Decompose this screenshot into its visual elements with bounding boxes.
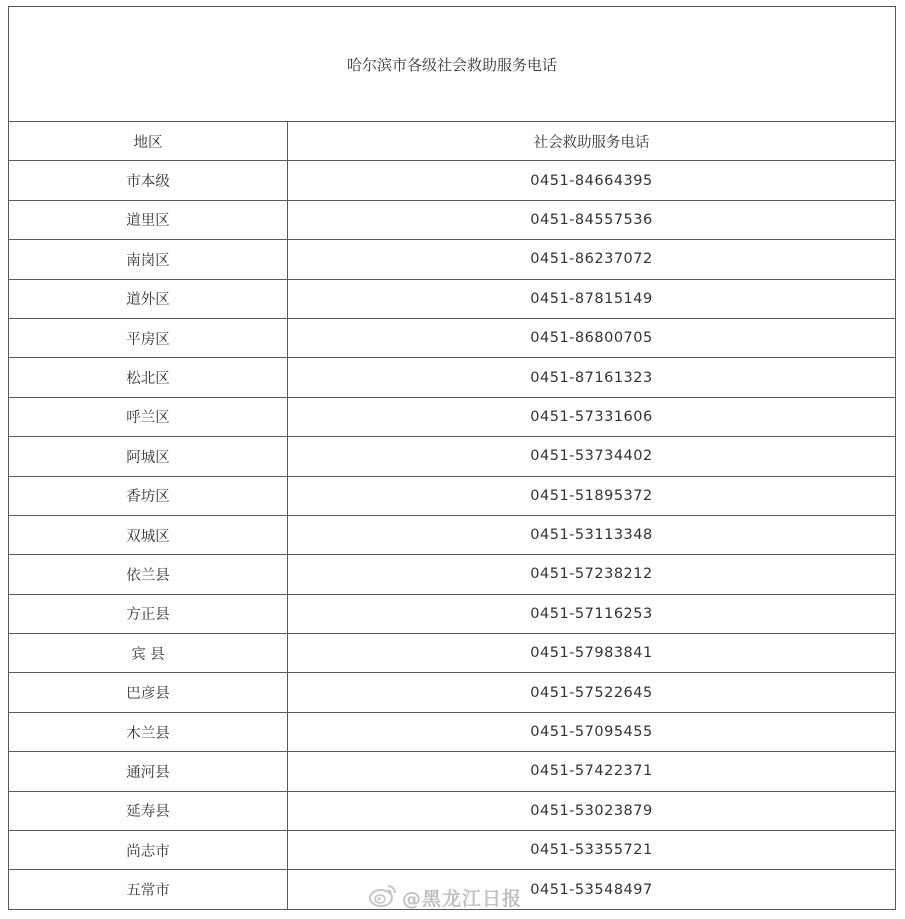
region-cell: 巴彦县	[9, 673, 288, 712]
region-cell: 阿城区	[9, 437, 288, 476]
phone-cell: 0451-87161323	[288, 358, 896, 397]
region-cell: 方正县	[9, 594, 288, 633]
table-row	[9, 437, 896, 476]
weibo-icon	[368, 882, 398, 912]
phone-cell: 0451-57095455	[288, 712, 896, 751]
phone-cell: 0451-84664395	[288, 161, 896, 200]
phone-cell: 0451-57331606	[288, 397, 896, 436]
table-row	[9, 161, 896, 200]
table-row	[9, 634, 896, 673]
region-cell: 宾 县	[9, 634, 288, 673]
phone-cell: 0451-53734402	[288, 437, 896, 476]
region-cell: 道外区	[9, 279, 288, 318]
region-cell: 道里区	[9, 200, 288, 239]
table-row	[9, 279, 896, 318]
region-cell: 呼兰区	[9, 397, 288, 436]
region-cell: 五常市	[9, 870, 288, 909]
table-row	[9, 515, 896, 554]
phone-cell: 0451-57238212	[288, 555, 896, 594]
table-title: 哈尔滨市各级社会救助服务电话	[9, 7, 896, 122]
watermark-text: @黑龙江日报	[402, 887, 523, 910]
title-row	[9, 7, 896, 122]
region-cell: 香坊区	[9, 476, 288, 515]
header-region: 地区	[9, 122, 288, 161]
phone-cell: 0451-53113348	[288, 515, 896, 554]
phone-cell: 0451-84557536	[288, 200, 896, 239]
region-cell: 尚志市	[9, 831, 288, 870]
table-row	[9, 555, 896, 594]
phone-cell: 0451-51895372	[288, 476, 896, 515]
phone-cell: 0451-53023879	[288, 791, 896, 830]
table-row	[9, 673, 896, 712]
table-row	[9, 752, 896, 791]
phone-table-sheet	[8, 6, 895, 910]
region-cell: 依兰县	[9, 555, 288, 594]
header-phone: 社会救助服务电话	[288, 122, 896, 161]
table-row	[9, 831, 896, 870]
region-cell: 木兰县	[9, 712, 288, 751]
phone-cell: 0451-57522645	[288, 673, 896, 712]
region-cell: 平房区	[9, 318, 288, 357]
phone-cell: 0451-87815149	[288, 279, 896, 318]
phone-cell: 0451-57116253	[288, 594, 896, 633]
phone-cell: 0451-86237072	[288, 240, 896, 279]
table-row	[9, 397, 896, 436]
table-row	[9, 240, 896, 279]
region-cell: 双城区	[9, 515, 288, 554]
region-cell: 通河县	[9, 752, 288, 791]
region-cell: 市本级	[9, 161, 288, 200]
table-row	[9, 476, 896, 515]
phone-cell: 0451-53355721	[288, 831, 896, 870]
phone-cell: 0451-53548497	[288, 870, 896, 909]
table-row	[9, 200, 896, 239]
table-row	[9, 318, 896, 357]
table-row	[9, 791, 896, 830]
phone-cell: 0451-86800705	[288, 318, 896, 357]
phone-cell: 0451-57983841	[288, 634, 896, 673]
region-cell: 延寿县	[9, 791, 288, 830]
table-row	[9, 358, 896, 397]
header-row	[9, 122, 896, 161]
table-row	[9, 594, 896, 633]
phone-cell: 0451-57422371	[288, 752, 896, 791]
region-cell: 松北区	[9, 358, 288, 397]
table-row	[9, 712, 896, 751]
region-cell: 南岗区	[9, 240, 288, 279]
watermark	[368, 882, 522, 912]
phone-table	[8, 6, 896, 910]
